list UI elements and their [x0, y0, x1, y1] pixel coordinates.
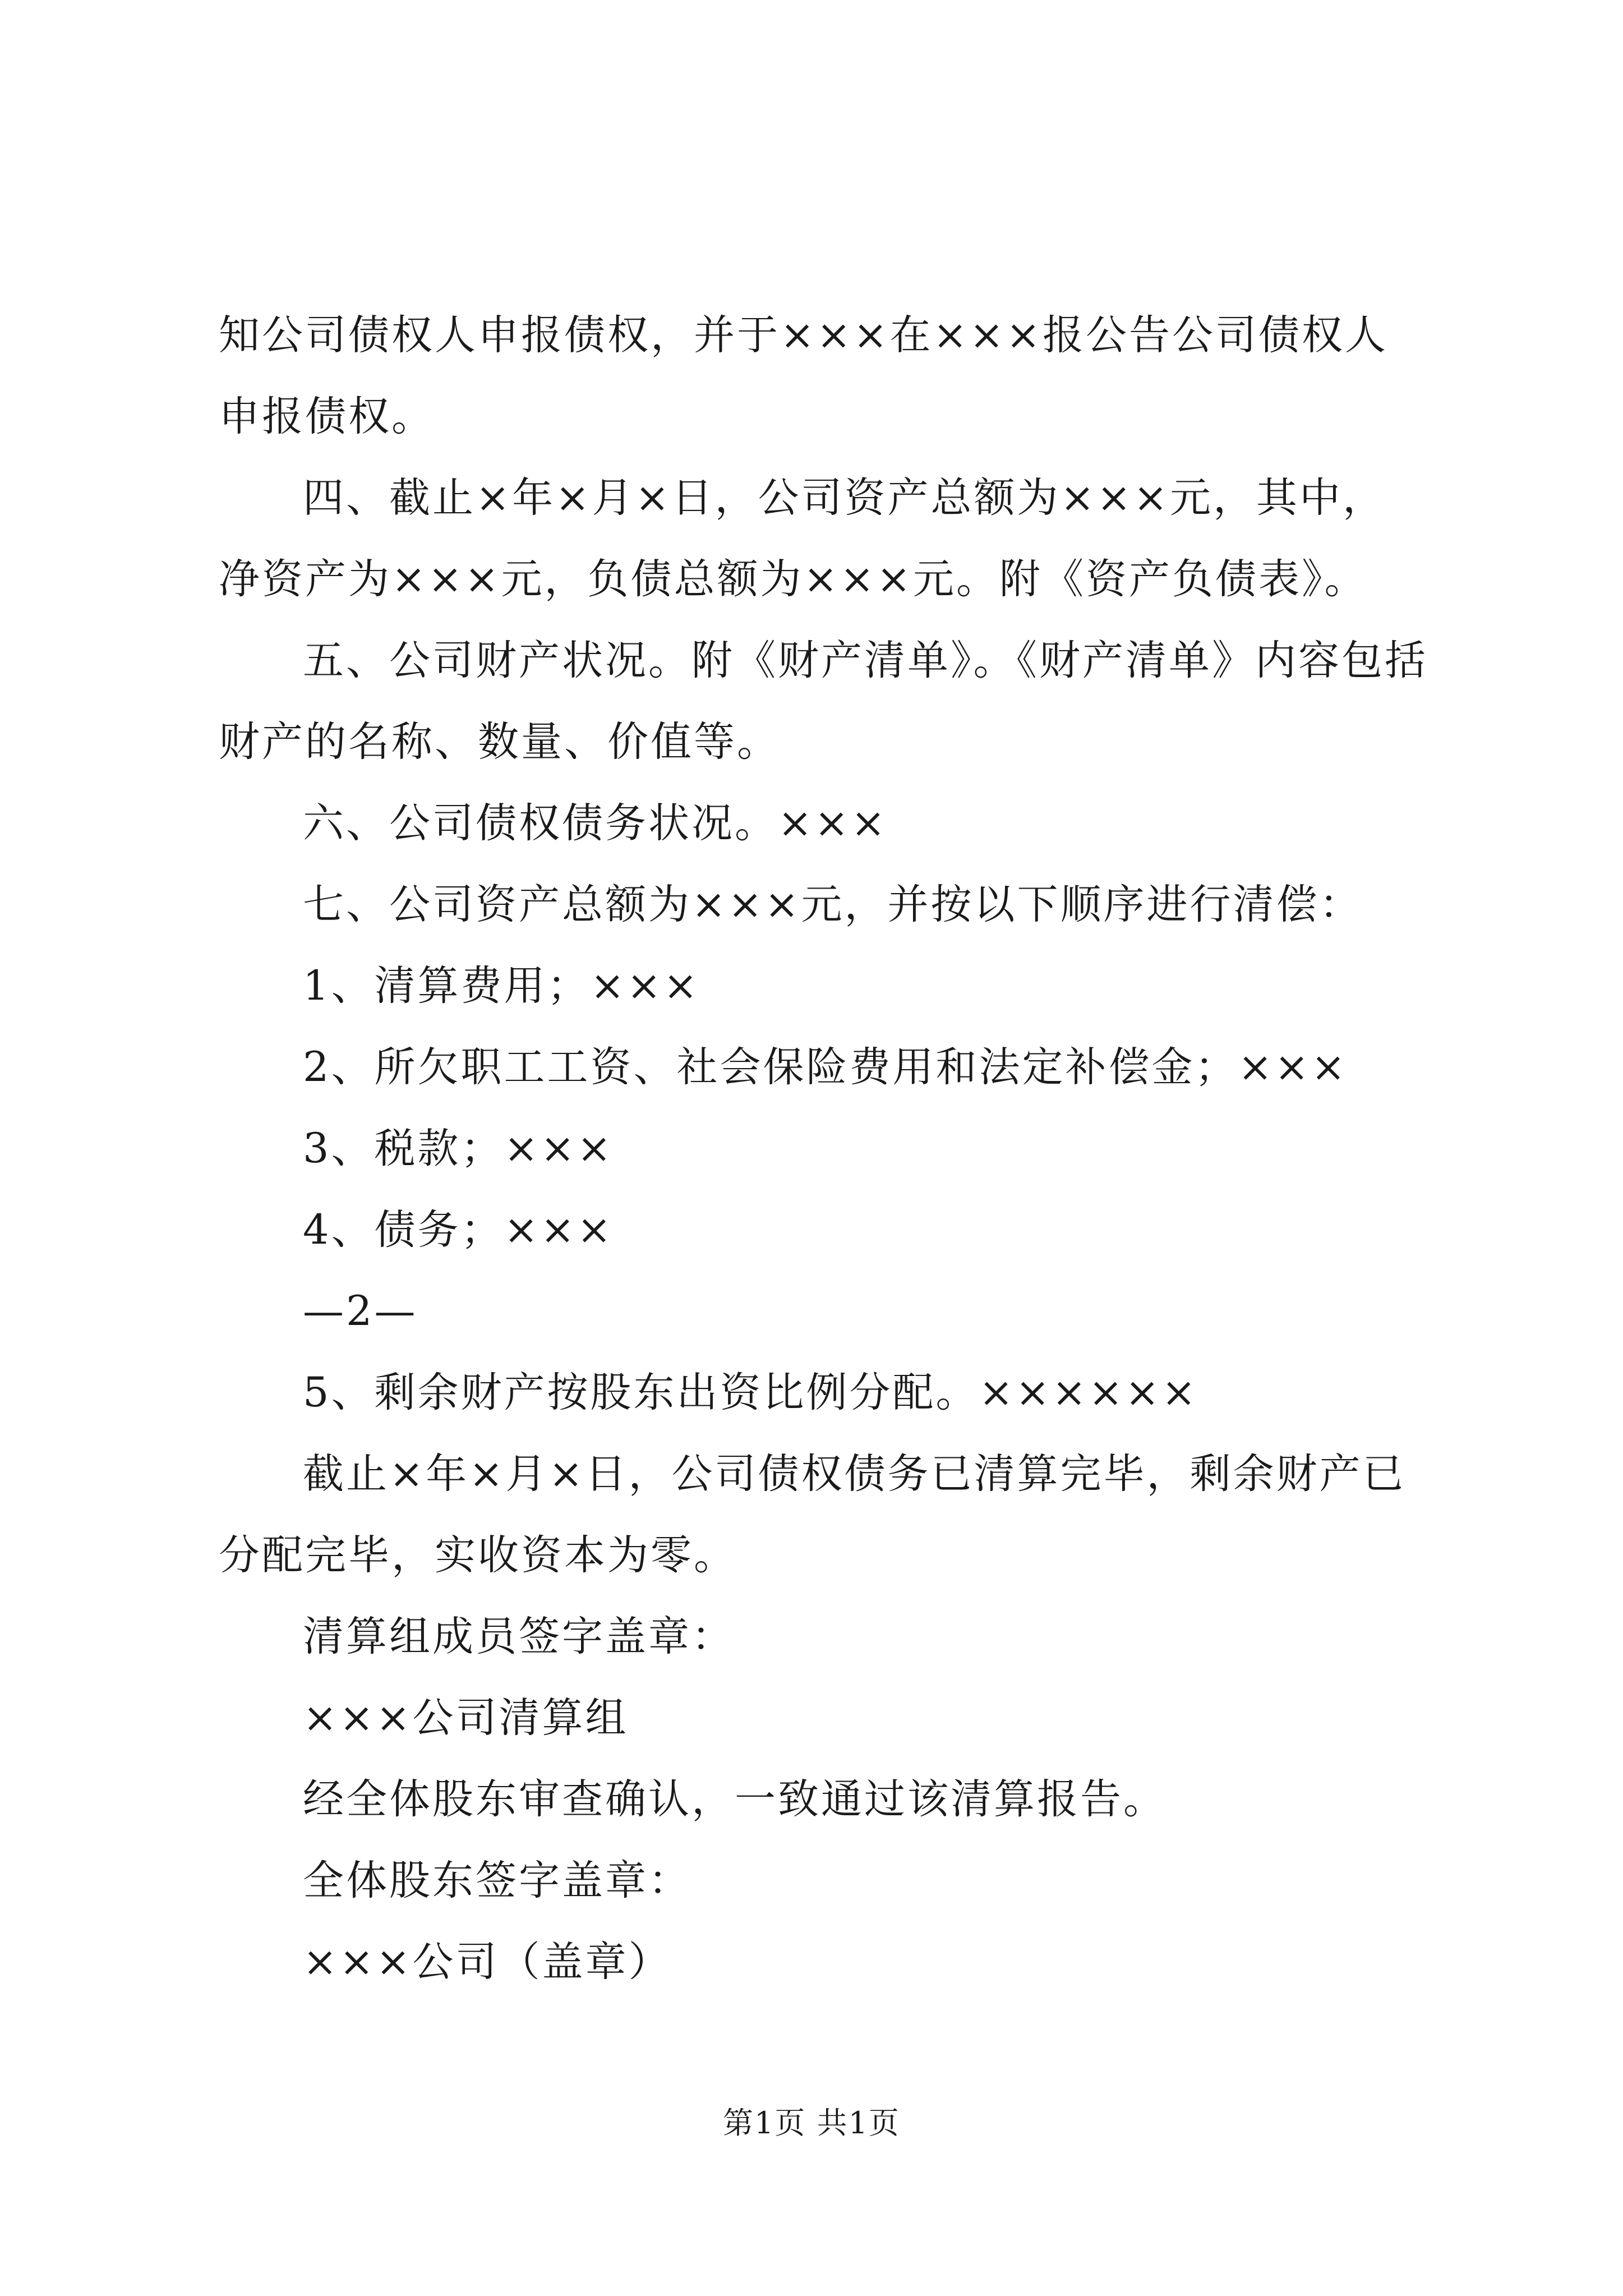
paragraph-line: 经全体股东审查确认，一致通过该清算报告。 [303, 1775, 1166, 1823]
paragraph-line: 七、公司资产总额为×××元，并按以下顺序进行清偿： [303, 881, 1363, 928]
paragraph-line: ×××公司清算组 [303, 1694, 629, 1742]
paragraph-line: 财产的名称、数量、价值等。 [219, 718, 780, 766]
paragraph-line: 净资产为×××元，负债总额为×××元。附《资产负债表》。 [219, 555, 1368, 603]
paragraph-line: 3、税款；××× [303, 1125, 614, 1172]
paragraph-line: 分配完毕，实收资本为零。 [219, 1531, 737, 1579]
paragraph-line: 申报债权。 [219, 393, 435, 440]
paragraph-line: 2、所欠职工工资、社会保险费用和法定补偿金；××× [303, 1043, 1348, 1091]
paragraph-line: 六、公司债权债务状况。××× [303, 799, 888, 847]
paragraph-line: 4、债务；××× [303, 1206, 614, 1254]
paragraph-line: ×××公司（盖章） [303, 1938, 672, 1986]
paragraph-line: 清算组成员签字盖章： [303, 1613, 735, 1660]
paragraph-line: 5、剩余财产按股东出资比例分配。×××××× [303, 1369, 1198, 1416]
paragraph-line: 截止×年×月×日，公司债权债务已清算完毕，剩余财产已 [303, 1450, 1406, 1498]
paragraph-line: 知公司债权人申报债权，并于×××在×××报公告公司债权人 [219, 311, 1388, 359]
paragraph-line: 1、清算费用；××× [303, 962, 700, 1010]
paragraph-line: 五、公司财产状况。附《财产清单》。《财产清单》内容包括 [303, 637, 1428, 684]
page-footer: 第1页 共1页 [723, 2105, 900, 2141]
inline-page-number: —2— [303, 1287, 418, 1335]
paragraph-line: 四、截止×年×月×日，公司资产总额为×××元，其中， [303, 474, 1386, 522]
paragraph-line: 全体股东签字盖章： [303, 1857, 691, 1904]
